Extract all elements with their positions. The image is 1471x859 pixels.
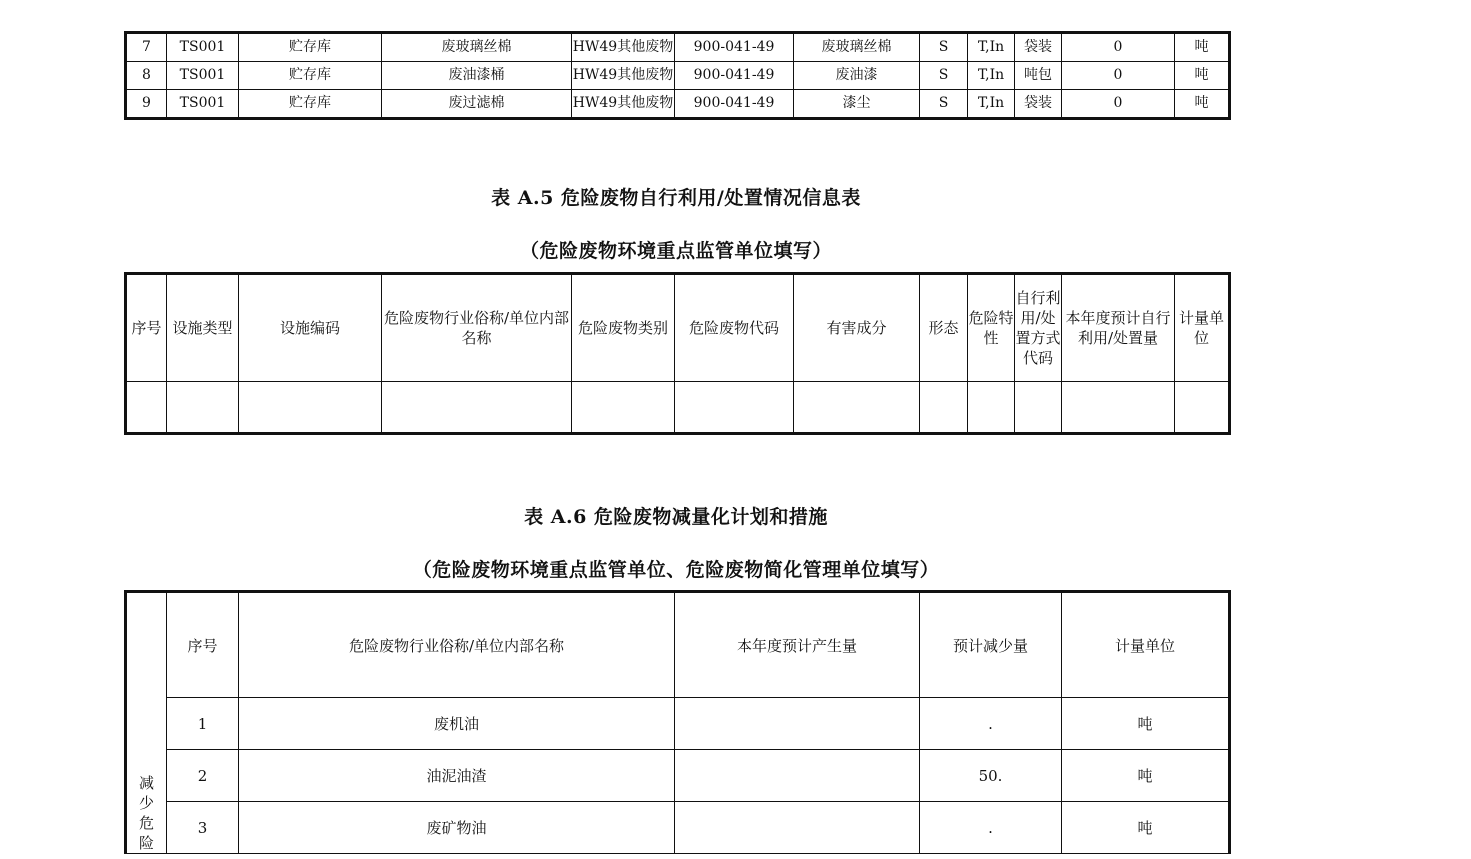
hazardous-waste-storage-table	[124, 31, 1231, 120]
table-a6-title: 表 A.6 危险废物减量化计划和措施	[524, 506, 828, 528]
empty-cell	[1175, 382, 1230, 434]
row-no: 7	[126, 33, 167, 62]
hazard-property: T,In	[968, 62, 1015, 90]
table-row	[126, 750, 1230, 802]
amount: 0	[1062, 90, 1175, 119]
self-utilization-table	[124, 272, 1231, 435]
unit: 吨	[1062, 750, 1230, 802]
amount: 0	[1062, 33, 1175, 62]
header-no: 序号	[126, 274, 167, 382]
header-unit: 计量单位	[1062, 592, 1230, 698]
row-no: 3	[167, 802, 239, 854]
facility-code: TS001	[167, 33, 239, 62]
reduce-amount: .	[920, 698, 1062, 750]
empty-cell	[167, 382, 239, 434]
amount: 0	[1062, 62, 1175, 90]
unit: 吨	[1062, 802, 1230, 854]
waste-category: HW49其他废物	[572, 90, 675, 119]
row-no: 8	[126, 62, 167, 90]
produce-amount	[675, 802, 920, 854]
waste-form: S	[920, 33, 968, 62]
empty-cell	[675, 382, 794, 434]
reduce-amount: 50.	[920, 750, 1062, 802]
side-label-char: 少	[138, 794, 154, 812]
table-row	[126, 62, 1230, 90]
table-row	[126, 698, 1230, 750]
facility-code: TS001	[167, 62, 239, 90]
header-method-code: 自行利用/处置方式代码	[1015, 274, 1062, 382]
waste-name: 油泥油渣	[239, 750, 675, 802]
waste-code: 900-041-49	[675, 33, 794, 62]
header-reduce: 预计减少量	[920, 592, 1062, 698]
header-facility-type: 设施类型	[167, 274, 239, 382]
facility-type: 贮存库	[239, 90, 382, 119]
header-form: 形态	[920, 274, 968, 382]
header-unit: 计量单位	[1175, 274, 1230, 382]
waste-form: S	[920, 62, 968, 90]
table-a6-subtitle: （危险废物环境重点监管单位、危险废物简化管理单位填写）	[412, 559, 940, 581]
reduce-amount: .	[920, 802, 1062, 854]
table-header-row	[126, 592, 1230, 698]
row-no: 1	[167, 698, 239, 750]
unit: 吨	[1175, 90, 1230, 119]
table-row	[126, 90, 1230, 119]
side-label-char: 危	[138, 814, 154, 832]
waste-code: 900-041-49	[675, 90, 794, 119]
harmful-component: 废油漆	[794, 62, 920, 90]
hazard-property: T,In	[968, 90, 1015, 119]
header-waste-name: 危险废物行业俗称/单位内部名称	[239, 592, 675, 698]
empty-cell	[239, 382, 382, 434]
header-waste-code: 危险废物代码	[675, 274, 794, 382]
waste-code: 900-041-49	[675, 62, 794, 90]
waste-category: HW49其他废物	[572, 62, 675, 90]
produce-amount	[675, 750, 920, 802]
empty-cell	[920, 382, 968, 434]
header-produce: 本年度预计产生量	[675, 592, 920, 698]
waste-name: 废玻璃丝棉	[382, 33, 572, 62]
facility-code: TS001	[167, 90, 239, 119]
unit: 吨	[1062, 698, 1230, 750]
waste-category: HW49其他废物	[572, 33, 675, 62]
waste-name: 废机油	[239, 698, 675, 750]
empty-cell	[794, 382, 920, 434]
empty-cell	[382, 382, 572, 434]
header-facility-code: 设施编码	[239, 274, 382, 382]
waste-name: 废油漆桶	[382, 62, 572, 90]
empty-cell	[126, 382, 167, 434]
table-row-empty	[126, 382, 1230, 434]
row-no: 2	[167, 750, 239, 802]
facility-type: 贮存库	[239, 33, 382, 62]
empty-cell	[1015, 382, 1062, 434]
package-type: 袋装	[1015, 33, 1062, 62]
header-harmful-component: 有害成分	[794, 274, 920, 382]
package-type: 袋装	[1015, 90, 1062, 119]
side-label-char: 减	[138, 774, 154, 792]
waste-name: 废过滤棉	[382, 90, 572, 119]
produce-amount	[675, 698, 920, 750]
table-row	[126, 33, 1230, 62]
header-waste-category: 危险废物类别	[572, 274, 675, 382]
empty-cell	[572, 382, 675, 434]
package-type: 吨包	[1015, 62, 1062, 90]
side-label-char: 险	[138, 834, 154, 852]
waste-form: S	[920, 90, 968, 119]
row-no: 9	[126, 90, 167, 119]
empty-cell	[1062, 382, 1175, 434]
header-waste-name: 危险废物行业俗称/单位内部名称	[382, 274, 572, 382]
unit: 吨	[1175, 33, 1230, 62]
header-amount: 本年度预计自行利用/处置量	[1062, 274, 1175, 382]
waste-name: 废矿物油	[239, 802, 675, 854]
table-header-row	[126, 274, 1230, 382]
side-label	[126, 592, 167, 854]
facility-type: 贮存库	[239, 62, 382, 90]
hazard-property: T,In	[968, 33, 1015, 62]
table-row	[126, 802, 1230, 854]
header-no: 序号	[167, 592, 239, 698]
header-hazard: 危险特性	[968, 274, 1015, 382]
empty-cell	[968, 382, 1015, 434]
harmful-component: 漆尘	[794, 90, 920, 119]
table-a5-subtitle: （危险废物环境重点监管单位填写）	[519, 240, 832, 262]
unit: 吨	[1175, 62, 1230, 90]
reduction-plan-table	[124, 590, 1231, 854]
harmful-component: 废玻璃丝棉	[794, 33, 920, 62]
table-a5-title: 表 A.5 危险废物自行利用/处置情况信息表	[491, 187, 861, 209]
